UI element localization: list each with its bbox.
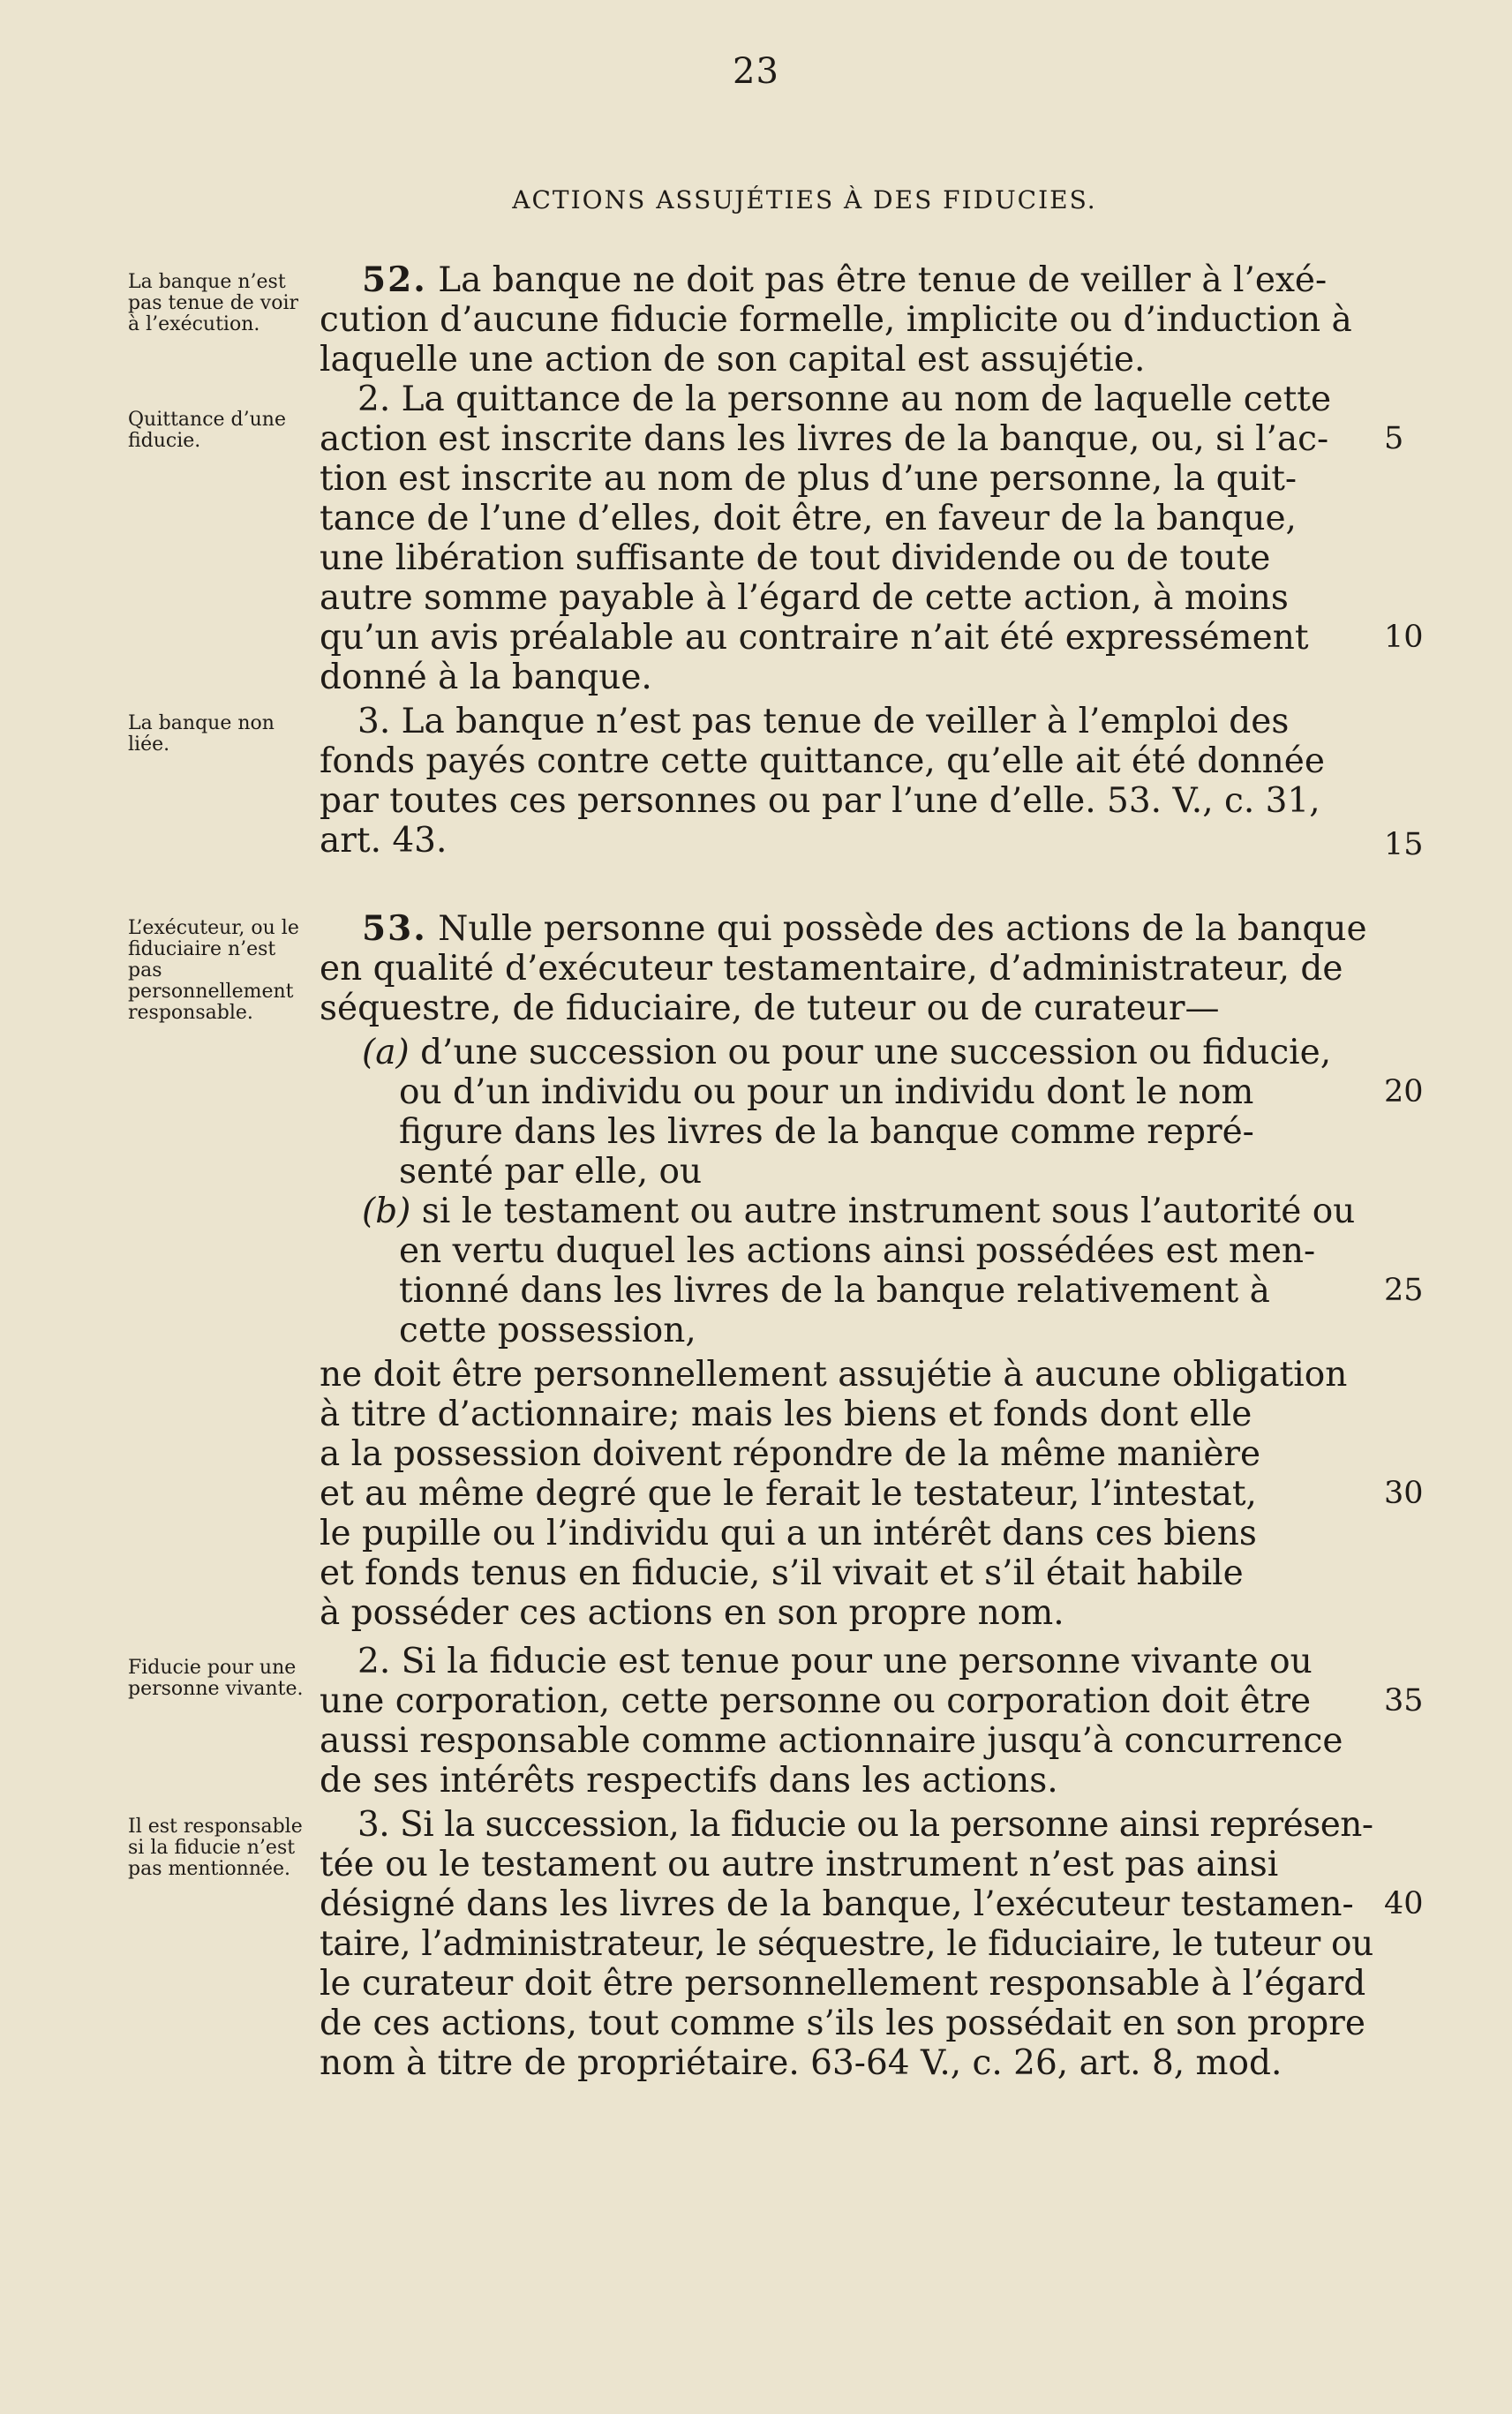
line-text: de ces actions, tout comme s’ils les possédait en son propre: [320, 2004, 1365, 2043]
line-text: senté par elle, ou: [399, 1152, 703, 1192]
page-number: 23: [733, 51, 779, 92]
margin-note: L’exécuteur, ou le fiduciaire n’est pas personnellement responsable.: [128, 917, 299, 1024]
line-text: taire, l’administrateur, le séquestre, le fiduciaire, le tuteur ou: [320, 1924, 1373, 1964]
line-text: tée ou le testament ou autre instrument n’est pas ainsi: [320, 1845, 1279, 1884]
margin-note: La banque n’est pas tenue de voir à l’exécution.: [128, 271, 299, 335]
line-text: de ses intérêts respectifs dans les actions.: [320, 1761, 1058, 1801]
text-line: [320, 1964, 1365, 2004]
line-text: 2. Si la fiducie est tenue pour une personne vivante ou: [357, 1642, 1313, 1681]
text-line: [320, 459, 1297, 499]
text-line: [320, 1593, 1064, 1633]
line-text: aussi responsable comme actionnaire jusqu’à concurrence: [320, 1721, 1343, 1761]
section-heading: ACTIONS ASSUJÉTIES À DES FIDUCIES.: [512, 185, 1097, 214]
line-text: figure dans les livres de la banque comme repré-: [399, 1112, 1254, 1152]
line-text: tance de l’une d’elles, doit être, en faveur de la banque,: [320, 499, 1297, 538]
line-text: désigné dans les livres de la banque, l’exécuteur testamen-: [320, 1884, 1354, 1924]
line-text: cette possession,: [399, 1311, 696, 1350]
line-text: tionné dans les livres de la banque relativement à: [399, 1271, 1270, 1311]
margin-note: La banque non liée.: [128, 712, 275, 756]
line-text: laquelle une action de son capital est assujétie.: [320, 340, 1146, 380]
line-text: donné à la banque.: [320, 658, 652, 697]
text-line: [320, 1845, 1278, 1884]
line-text: tion est inscrite au nom de plus d’une personne, la quit-: [320, 459, 1298, 499]
text-line: [320, 1924, 1373, 1964]
text-line: [357, 1805, 1373, 1845]
line-number: 20: [1384, 1074, 1424, 1109]
line-number: 30: [1384, 1476, 1424, 1511]
line-text: séquestre, de fiduciaire, de tuteur ou de curateur—: [320, 989, 1220, 1028]
text-line: [320, 1514, 1257, 1553]
line-text: le curateur doit être personnellement responsable à l’égard: [320, 1964, 1366, 2004]
text-line: [320, 499, 1297, 538]
text-line: [320, 1761, 1058, 1801]
line-text: par toutes ces personnes ou par l’une d’elle. 53. V., c. 31,: [320, 781, 1320, 821]
text-line: [399, 1311, 696, 1350]
line-number: 15: [1384, 827, 1424, 862]
section-number: 52.: [362, 259, 427, 300]
margin-note: Il est responsable si la fiducie n’est pas mentionnée.: [128, 1816, 303, 1880]
line-text: cution d’aucune fiducie formelle, implicite ou d’induction à: [320, 300, 1352, 340]
text-line: [320, 2043, 1282, 2083]
line-text: à titre d’actionnaire; mais les biens et fonds dont elle: [320, 1395, 1252, 1434]
line-text: a la possession doivent répondre de la même manière: [320, 1434, 1261, 1474]
text-line: [320, 658, 652, 697]
text-line: [362, 909, 1367, 949]
section-number: 53.: [362, 908, 427, 949]
text-line: [320, 1474, 1257, 1514]
text-line: [320, 1434, 1260, 1474]
margin-note: Quittance d’une fiducie.: [128, 409, 286, 452]
line-text: La banque ne doit pas être tenue de veiller à l’exé-: [426, 260, 1328, 300]
line-text: et fonds tenus en fiducie, s’il vivait et s’il était habile: [320, 1553, 1244, 1593]
line-text: en qualité d’exécuteur testamentaire, d’administrateur, de: [320, 949, 1343, 989]
text-line: [362, 1033, 1331, 1072]
text-line: [399, 1271, 1270, 1311]
text-line: [320, 821, 447, 861]
line-text: action est inscrite dans les livres de la banque, ou, si l’ac-: [320, 419, 1329, 459]
text-line: [320, 300, 1352, 340]
line-text: 3. Si la succession, la fiducie ou la personne ainsi représen-: [357, 1805, 1373, 1845]
line-text: fonds payés contre cette quittance, qu’elle ait été donnée: [320, 741, 1325, 781]
text-line: [320, 538, 1270, 578]
text-line: [320, 741, 1325, 781]
line-number: 40: [1384, 1886, 1424, 1921]
text-line: [357, 380, 1331, 419]
line-text: une corporation, cette personne ou corporation doit être: [320, 1681, 1312, 1721]
text-line: [320, 1395, 1252, 1434]
line-text: le pupille ou l’individu qui a un intérêt dans ces biens: [320, 1514, 1257, 1553]
clause-letter: (b): [362, 1192, 411, 1231]
text-line: [320, 781, 1320, 821]
text-line: [399, 1231, 1315, 1271]
clause-letter: (a): [362, 1033, 410, 1072]
text-line: [399, 1112, 1254, 1152]
line-number: 10: [1384, 620, 1424, 655]
text-line: [357, 702, 1289, 741]
text-line: [320, 618, 1309, 658]
line-text: d’une succession ou pour une succession ou fiducie,: [409, 1033, 1332, 1072]
line-text: art. 43.: [320, 821, 448, 861]
text-line: [320, 419, 1328, 459]
text-line: [320, 1884, 1354, 1924]
text-line: [357, 1642, 1313, 1681]
line-text: 2. La quittance de la personne au nom de laquelle cette: [357, 380, 1332, 419]
text-line: [320, 1553, 1244, 1593]
line-number: 35: [1384, 1683, 1424, 1718]
text-line: [320, 949, 1343, 989]
line-text: et au même degré que le ferait le testateur, l’intestat,: [320, 1474, 1257, 1514]
line-text: 3. La banque n’est pas tenue de veiller à l’emploi des: [357, 702, 1290, 741]
margin-note: Fiducie pour une personne vivante.: [128, 1657, 304, 1700]
line-text: nom à titre de propriétaire. 63-64 V., c. 26, art. 8, mod.: [320, 2043, 1283, 2083]
line-text: autre somme payable à l’égard de cette action, à moins: [320, 578, 1289, 618]
text-line: [320, 1681, 1311, 1721]
text-line: [320, 578, 1289, 618]
line-text: en vertu duquel les actions ainsi possédées est men-: [399, 1231, 1316, 1271]
text-line: [320, 340, 1145, 380]
text-line: [320, 989, 1220, 1028]
line-text: une libération suffisante de tout dividende ou de toute: [320, 538, 1271, 578]
line-text: si le testament ou autre instrument sous l’autorité ou: [410, 1192, 1356, 1231]
line-text: ne doit être personnellement assujétie à aucune obligation: [320, 1355, 1348, 1395]
line-number: 5: [1384, 421, 1404, 456]
text-line: [320, 1721, 1343, 1761]
text-line: [362, 260, 1327, 300]
text-line: [399, 1072, 1253, 1112]
line-text: à posséder ces actions en son propre nom.: [320, 1593, 1064, 1633]
text-line: [320, 2004, 1365, 2043]
line-text: qu’un avis préalable au contraire n’ait été expressément: [320, 618, 1309, 658]
text-line: [399, 1152, 702, 1192]
line-text: Nulle personne qui possède des actions de la banque: [426, 909, 1367, 949]
text-line: [320, 1355, 1347, 1395]
line-number: 25: [1384, 1273, 1424, 1308]
text-line: [362, 1192, 1355, 1231]
line-text: ou d’un individu ou pour un individu dont le nom: [399, 1072, 1254, 1112]
